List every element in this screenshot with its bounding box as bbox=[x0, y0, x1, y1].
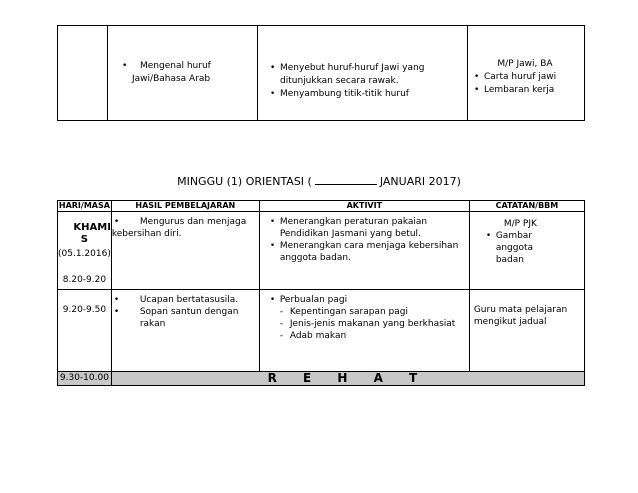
catatan-heading: M/P PJK bbox=[503, 219, 537, 229]
list-item: • Menyebut huruf-huruf Jawi yang ditunjukkan secara rawak. bbox=[268, 62, 461, 88]
list-item: • Ucapan bertatasusila. bbox=[113, 295, 239, 305]
hasil-cell bbox=[108, 26, 258, 121]
list-item: • Mengenal huruf Jawi/Bahasa Arab bbox=[120, 60, 251, 86]
rehat-time: 9.30-10.00 bbox=[58, 372, 112, 386]
header-catatan: CATATAN/BBM bbox=[469, 201, 584, 212]
time-label: 8.20-9.20 bbox=[62, 275, 107, 285]
list-item: • Menerangkan peraturan pakaian Pendidikan Jasmani yang betul. bbox=[268, 216, 461, 240]
list-item: • Menerangkan cara menjaga kebersihan anggota badan. bbox=[268, 240, 461, 264]
list-item: • Menyambung titik-titik huruf bbox=[268, 88, 461, 101]
header-hari: HARI/MASA bbox=[58, 201, 110, 210]
table-row bbox=[58, 212, 585, 290]
page-title: MINGGU (1) ORIENTASI ( JANUARI 2017) bbox=[177, 175, 461, 188]
header-hasil: HASIL PEMBELAJARAN bbox=[111, 201, 259, 212]
list-item: • Perbualan pagi bbox=[268, 294, 461, 306]
hasil-cell bbox=[111, 212, 259, 290]
empty-cell bbox=[58, 26, 108, 121]
day-label: KHAMI S bbox=[73, 222, 111, 245]
list-item: - Jenis-jenis makanan yang berkhasiat bbox=[268, 318, 461, 330]
schedule-table bbox=[57, 200, 585, 386]
table-row bbox=[58, 290, 585, 372]
list-item: • Lembaran kerja bbox=[472, 84, 578, 97]
hasil-cell bbox=[111, 290, 259, 372]
rehat-row bbox=[58, 372, 585, 386]
date-label: (05.1.2016) bbox=[58, 249, 111, 259]
time-cell bbox=[58, 290, 112, 372]
catatan-cell bbox=[468, 26, 585, 121]
header-row bbox=[58, 201, 585, 212]
day-cell bbox=[58, 212, 112, 290]
list-item: • Gambar anggota badan bbox=[484, 230, 554, 266]
catatan-heading: M/P Jawi, BA bbox=[497, 59, 553, 69]
date-blank bbox=[315, 184, 377, 185]
aktivit-cell bbox=[259, 290, 469, 372]
top-table bbox=[57, 25, 585, 121]
rehat-label: R E H A T bbox=[111, 372, 584, 386]
catatan-text: Guru mata pelajaran mengikut jadual bbox=[473, 305, 568, 327]
catatan-cell bbox=[469, 212, 584, 290]
list-item: • Sopan santun dengan rakan bbox=[113, 307, 239, 329]
header-aktivit: AKTIVIT bbox=[259, 201, 469, 212]
list-item: • Mengurus dan menjaga kebersihan diri. bbox=[111, 217, 247, 239]
time-label: 9.20-9.50 bbox=[62, 305, 107, 315]
list-item: • Carta huruf jawi bbox=[472, 71, 578, 84]
list-item: - Adab makan bbox=[268, 330, 461, 342]
catatan-cell bbox=[469, 290, 584, 372]
aktivit-cell bbox=[259, 212, 469, 290]
aktivit-cell bbox=[258, 26, 468, 121]
list-item: - Kepentingan sarapan pagi bbox=[268, 306, 461, 318]
